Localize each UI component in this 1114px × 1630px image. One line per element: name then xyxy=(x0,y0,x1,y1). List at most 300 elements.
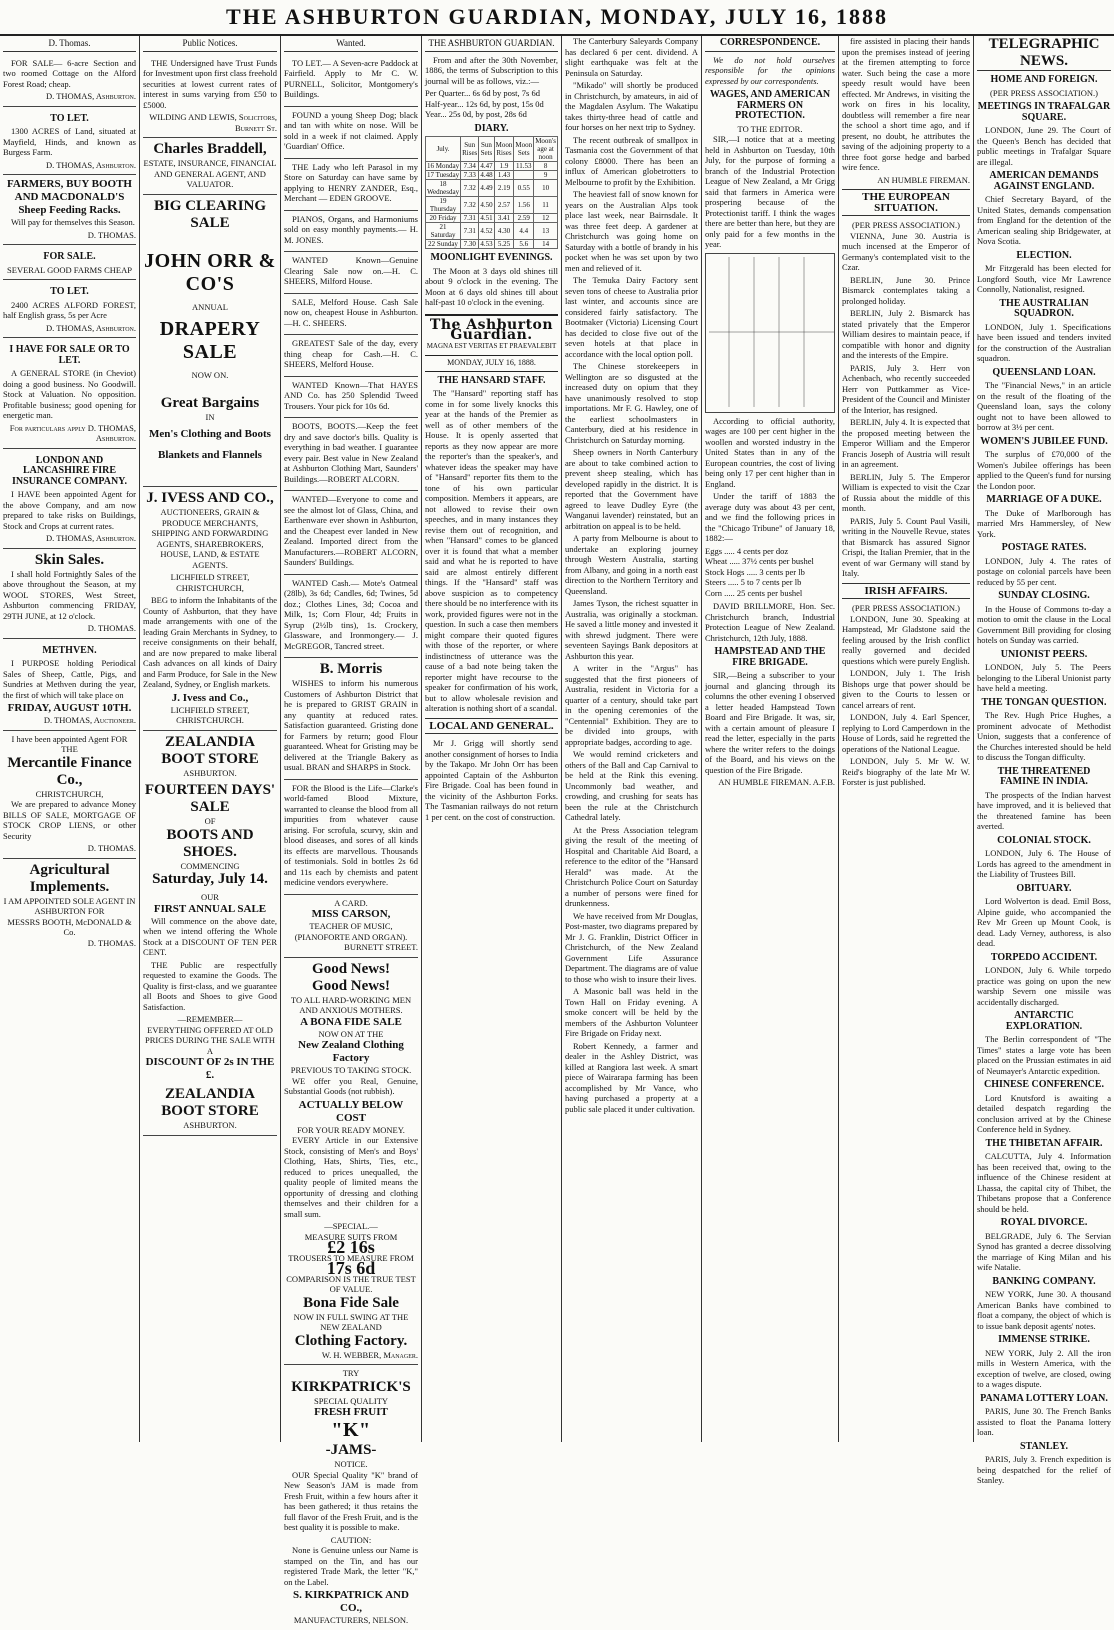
news-para: The recent outbreak of smallpox in Tasmania cost the Government of that colony £8000. There has been an influx of American globetrotters to Melbourne to profit by the Exhibition. xyxy=(565,134,698,187)
telegram-title: ANTARCTIC EXPLORATION. xyxy=(1005,1010,1083,1032)
sale-text: Will commence on the above date, when we intend offering the Whole Stock at a DISCOUNT OF TEN PER CENT. xyxy=(143,915,277,957)
diary-cell: 7.33 xyxy=(461,171,479,180)
home-foreign: HOME AND FOREIGN. xyxy=(990,74,1098,85)
diary-cell: 10 xyxy=(534,180,558,197)
nz-clothing-factory: New Zealand Clothing Factory xyxy=(298,1039,404,1064)
local-text: Mr J. Grigg will shortly send another consignment of horses to India by the Takapo. Mr John Orr has been appointed Captain of the Ashburton Fire Brigade. Coal has been found in the vicinity of the Ashburton Forks. The Tasmanian railways do not return 1 per cent. on the cost of construction. xyxy=(425,738,558,822)
wanted-ad xyxy=(284,252,418,294)
ad-zealandia-boot-store xyxy=(143,731,277,1136)
our: OUR xyxy=(201,892,219,902)
diary-title: DIARY. xyxy=(474,122,509,134)
caution: CAUTION: xyxy=(330,1534,372,1545)
price-value: 25 cents per bushel xyxy=(736,587,803,598)
special: —SPECIAL.— xyxy=(324,1221,378,1231)
carson-name: MISS CARSON, xyxy=(311,908,391,920)
european-head: THE EUROPEAN SITUATION. xyxy=(842,189,970,216)
telegram-text: The surplus of £70,000 of the Women's Jubilee offerings has been applied to the Queen's fund for nursing the London poor. xyxy=(977,449,1111,491)
diary-row xyxy=(426,240,558,249)
price-suits: £2 16s xyxy=(327,1237,375,1257)
telegram-text: The "Financial News," in an article on the result of the floating of the Queensland loan, says the colony ought not to have been allowed to borrow at 3½ per cent. xyxy=(977,380,1111,432)
diary-cell: 4.48 xyxy=(480,171,493,179)
ivess-addr: LICHFIELD STREET, CHRISTCHURCH, xyxy=(170,572,250,593)
now-in: NOW IN FULL SWING AT THE NEW ZEALAND xyxy=(293,1311,409,1332)
hardworking: TO ALL HARD-WORKING MEN AND ANXIOUS MOTHERS. xyxy=(290,994,412,1015)
telegram-text: LONDON, July 1. Specifications have been issued and tenders invited for the construction of the Australian squadron. xyxy=(977,321,1111,363)
bona-fide-2: Bona Fide Sale xyxy=(303,1294,399,1311)
for-ready: FOR YOUR READY MONEY. xyxy=(297,1124,405,1135)
diary-cell: 4.51 xyxy=(480,214,493,222)
news-para: The Canterbury Saleyards Company has declared 6 per cent. dividend. A slight earthquake was felt at the Peninsula on Saturday. xyxy=(565,36,698,78)
actually-below-cost: ACTUALLY BELOW COST xyxy=(298,1098,404,1124)
telegram-title: SUNDAY CLOSING. xyxy=(998,590,1090,601)
diary-row xyxy=(426,171,558,180)
telegram-text: LONDON, July 5. The Peers belonging to the Liberal Unionist party have held a meeting. xyxy=(977,662,1111,693)
wages-table-box xyxy=(705,253,835,413)
price-item: Eggs xyxy=(705,545,722,556)
ad-title: Agricultural Implements. xyxy=(29,861,110,895)
column-3-head: Wanted. xyxy=(284,36,418,52)
ad-title: LONDON AND LANCASHIRE FIRE INSURANCE COMPANY. xyxy=(11,454,127,487)
diary-cell: 12 xyxy=(534,214,558,223)
diary-cell: 4.52 xyxy=(479,223,494,240)
telegram-title: UNIONIST PEERS. xyxy=(1000,648,1088,660)
ad-text: We are prepared to advance Money BILLS OF SALE, MORTGAGE OF STOCK CROP LIENS, or other Security xyxy=(3,799,136,841)
commencing: COMMENCING xyxy=(180,860,240,871)
great-bargains: Great Bargains xyxy=(160,394,260,411)
saturday: Saturday, July 14. xyxy=(152,871,268,887)
carson-addr: BURNETT STREET. xyxy=(344,942,418,952)
ad-text: WANTED Known—That HAYES AND Co. has 250 Splendid Tweed Trousers. Your pick for 10s 6d. xyxy=(284,379,418,411)
telegram-title: ELECTION. xyxy=(1016,249,1072,261)
morris-name: B. Morris xyxy=(319,661,383,677)
ad-2400-acres xyxy=(3,280,136,338)
blood-text: FOR the Blood is the Life—Clarke's world-famed Blood Mixture, warranted to cleanse the blood from all impurities from whatever cause arising. For scrofula, scurvy, skin and blood diseases, and sores of all kinds its effects are marvellous. Thousands of testimonials. Sold in bottles 2s 6d and 11s each by chemists and patent medicine vendors everywhere. xyxy=(284,782,418,887)
wanted-ad xyxy=(284,55,418,107)
letter-continued: fire assisted in placing their hands upon the premises instead of jeering at the firemen attempting to force water. Such being the case a more speedy result would have been effected. Mr Andrews, in visiting the work on fires in his locality, doubtless will remember a fire near the school a short time ago, and if present, no doubt, he attributes the saving of the adjoining property to a three foot gorse hedge and barbed wire fence. xyxy=(842,36,970,172)
telegram-title: CHINESE CONFERENCE. xyxy=(983,1079,1105,1090)
hansard-text: The "Hansard" reporting staff has come in for some lively knocks this year at the hands of the Premier as well as of other members of the House. It is openly asserted that reports as they now appear are more the reporter's than the speaker's, and whatever ideas the speaker may have of "Hansard" reporter fits them to the tone of his own particular composition. Members it appears, are not allowed to revise their own speeches, and in many instances they revise them out of recognition, and when "Hansard" comes to be glanced over it is found that what a member said and what he is reported to have said are almost entirely different things. If the "Hansard" staff was above suspicion as to competency there should be no interference with its work, provided figures were not in the question. In such a case then members might compare their quoted figures with those of the reporter, or where indistinctness of utterance was the cause of a bad note being taken the reporter might have recourse to the speaker for confirmation of his work, but to allow wholesale revision and alteration is nothing short of a scandal. xyxy=(425,388,558,713)
ad-text: ESTATE, INSURANCE, FINANCIAL AND GENERAL AGENT, AND VALUATOR. xyxy=(143,158,277,189)
news-para: The heaviest fall of snow known for years on the Australian Alps took place last week, near Bairnsdale. It was three feet deep. A gardener at Christchurch was going home on Saturday with a bottle of brandy in his pocket when he was set upon by two men and relieved of it. xyxy=(565,189,698,273)
mens-clothing: Men's Clothing and Boots xyxy=(149,428,271,440)
disclaimer: We do not hold ourselves responsible for the opinions expressed by our correspondents. xyxy=(705,54,835,86)
irish-sub: (PER PRESS ASSOCIATION.) xyxy=(852,603,960,613)
ivess-name: J. IVESS AND CO., xyxy=(146,490,274,506)
telegram-title: QUEENSLAND LOAN. xyxy=(992,366,1096,378)
diary-row xyxy=(426,180,558,197)
telegram-text: LONDON, June 29. The Court of the Queen's Bench has decided that public meetings in Trafalgar Square are illegal. xyxy=(977,125,1111,167)
ad-skin-sales xyxy=(3,549,136,639)
diary-cell: 2.59 xyxy=(514,214,534,223)
irish-item: LONDON, July 5. Mr W. W. Reid's biography of the late Mr W. Forster is just published. xyxy=(842,756,970,787)
rate-line: Year... 25s 0d, by post, 28s 6d xyxy=(425,109,527,119)
diary-cell: 9 xyxy=(534,171,558,180)
first-annual-sale: FIRST ANNUAL SALE xyxy=(153,902,267,915)
column-5 xyxy=(562,36,702,1442)
ivess-name-2: J. Ivess and Co., xyxy=(171,691,249,704)
motto: MAGNA EST VERITAS ET PRAEVALEBIT xyxy=(426,341,557,350)
ad-kirkpatrick xyxy=(284,1365,418,1630)
diary-cell: 1.43 xyxy=(494,171,514,180)
telegram-text: LONDON, July 6. While torpedo practice was going on upon the new warship Severn one missile was accidentally discharged. xyxy=(977,965,1111,1007)
irish-item: LONDON, June 30. Speaking at Hampstead, Mr Gladstone said the feeling aroused by the Irish conflict really governed and decided questions which were purely English. xyxy=(842,613,970,666)
clothing-factory: Clothing Factory. xyxy=(294,1332,408,1349)
columns xyxy=(0,36,1114,1625)
diary-row xyxy=(426,223,558,240)
ad-sig: D. THOMAS, Auctioneer. xyxy=(43,715,136,725)
special-quality: SPECIAL QUALITY xyxy=(313,1395,389,1406)
ad-name: Charles Braddell, xyxy=(153,141,267,157)
rate-line: Per Quarter... 6s 6d by post, 7s 6d xyxy=(425,88,540,98)
bona-fide: A BONA FIDE SALE xyxy=(300,1015,402,1028)
zealandia: ZEALANDIA xyxy=(164,733,255,750)
column-2-head: Public Notices. xyxy=(143,36,277,52)
ad-text: I HAVE been appointed Agent for the above Company, and am now prepared to take risks on Buildings, Stock and Crops at current rates. xyxy=(3,489,136,531)
euro-item: PARIS, July 3. Herr von Achenbach, who recently succeeded Herr von Puttkammer as Vice-President of the Council and Minister of the Interior, has resigned. xyxy=(842,362,970,415)
european-sub: (PER PRESS ASSOCIATION.) xyxy=(852,220,960,230)
ad-trust-funds xyxy=(143,55,277,139)
ad-general-store xyxy=(3,338,136,449)
price-line: Stock Hogs ..... 3 cents per lb xyxy=(705,566,805,577)
wanted-ad xyxy=(284,418,418,491)
wages-head: WAGES, AND AMERICAN FARMERS ON PROTECTION. xyxy=(709,89,831,121)
telegram-title: PANAMA LOTTERY LOAN. xyxy=(980,1392,1108,1404)
ad-text: A GENERAL STORE (in Cheviot) doing a good business. No Goodwill. Stock at Valuation. No opposition. Profitable business; good opening for energetic man. xyxy=(3,368,136,420)
telegram-title: TORPEDO ACCIDENT. xyxy=(990,951,1098,963)
diary-header-cell: Sun Sets xyxy=(479,137,494,162)
telegram-text: In the House of Commons to-day a motion to omit the clause in the Local Government Bill providing for closing hotels on Sunday was carried. xyxy=(977,603,1111,645)
ad-text: SEVERAL GOOD FARMS CHEAP xyxy=(7,264,132,275)
k-brand: "K" xyxy=(331,1419,371,1441)
skirkpatrick: S. KIRKPATRICK AND CO., xyxy=(292,1589,410,1614)
wanted-ad xyxy=(284,491,418,575)
diary-header-cell: July. xyxy=(426,137,461,162)
ad-sig: D. THOMAS. xyxy=(87,937,136,948)
of: OF xyxy=(204,816,216,826)
ad-text: I AM APPOINTED SOLE AGENT IN ASHBURTON FOR xyxy=(3,895,136,916)
ad-blood-mixture xyxy=(284,780,418,895)
zealandia-2: ZEALANDIA xyxy=(164,1086,255,1102)
telegram-text: BELGRADE, July 6. The Servian Synod has granted a decree dissolving the marriage of King Milan and his wife Natalie. xyxy=(977,1230,1111,1272)
diary-cell: 7.31 xyxy=(461,214,479,223)
telegram-text: Lord Wolverton is dead. Emil Boss, Alpine guide, who accompanied the Rev Mr Green up Mount Cook, is dead. Lady Verney, authoress, is also dead. xyxy=(977,896,1111,948)
column-4 xyxy=(422,36,562,1442)
diary-header-cell: Moon's age at noon xyxy=(535,137,556,161)
subscription-head: THE ASHBURTON GUARDIAN. xyxy=(425,36,558,52)
wages-text: SIR,—I notice that at a meeting held in Ashburton on Tuesday, 10th July, for the purpose of forming a branch of the Industrial Protection League of New Zealand, a Mr Grigg said that farmers in America were prospering because of the Protectionist tariff. I think the wages there are better than here, but they are only paid for a few months in the year. xyxy=(705,134,835,249)
diary-cell: 7.32 xyxy=(461,180,479,197)
diary-cell: 4.47 xyxy=(480,162,493,170)
wanted-ad xyxy=(284,159,418,211)
news-para: The Chinese storekeepers in Wellington are so disgusted at the increased duty on opium that they have unanimously resolved to stop importations. Mr F. G. Hawley, one of the earliest schoolmasters in Canterbury, died at his residence in Christchurch on Saturday morning. xyxy=(565,361,698,445)
wanted-ad xyxy=(284,107,418,159)
now-at: NOW ON AT THE xyxy=(318,1028,384,1039)
rate-line: Half-year... 12s 6d, by post, 15s 0d xyxy=(425,98,544,109)
price-item: Steers xyxy=(705,577,726,587)
ad-title: TO LET. xyxy=(50,112,89,124)
telegram-title: THE AUSTRALIAN SQUADRON. xyxy=(999,297,1089,319)
telegram-title: MEETINGS IN TRAFALGAR SQUARE. xyxy=(977,101,1111,123)
ad-text: BOOTS, BOOTS.—Keep the feet dry and save doctor's bills. Quality is everything in bad weather. I guarantee every pair. Best value in New Zealand at Ashburton Clothing Mart, Saunders' Buildings.—ROBERT ALCORN. xyxy=(284,421,418,484)
diary-cell: 13 xyxy=(534,223,558,240)
diary-cell: 2.57 xyxy=(494,197,514,214)
diary-cell: 17 Tuesday xyxy=(427,171,460,179)
measure-suits: MEASURE SUITS FROM xyxy=(304,1231,398,1242)
ad-sig: WILDING AND LEWIS, Solicitors, Burnett St. xyxy=(149,112,277,133)
telegram-text: The Rev. Hugh Price Hughes, a prominent advocate of Methodist Union, suggests that a conference of the Churches interested should be held to discuss the Tongan difficulty. xyxy=(977,710,1111,762)
trousers: TROUSERS TO MEASURE FROM xyxy=(288,1252,414,1263)
diary-cell: 7.32 xyxy=(461,197,479,214)
ad-sig: D. THOMAS. xyxy=(87,843,136,853)
boots-and-shoes: BOOTS AND SHOES. xyxy=(166,826,254,860)
ad-sig: D. THOMAS. xyxy=(87,229,136,240)
ad-sig: D. THOMAS. xyxy=(87,623,136,633)
ad-agricultural-implements xyxy=(3,859,136,953)
price-line: Wheat ..... 37½ cents per bushel xyxy=(705,556,814,566)
ad-text: FOUND a young Sheep Dog; black and tan with white on nose. Will be sold in a week if not claimed. Apply 'Guardian' Office. xyxy=(284,109,418,151)
irish-head: IRISH AFFAIRS. xyxy=(842,583,970,600)
ad-text: THE Undersigned have Trust Funds for Investment upon first class freehold securities at lowest current rates of interest in sums varying from £50 to £5000. xyxy=(143,57,277,110)
kirkpatrick: KIRKPATRICK'S xyxy=(291,1378,411,1395)
news-para: "Mikado" will shortly be produced in Christchurch, by amateurs, in aid of the Magdalen Asylum. The Wakatipu takes thirty-three head of cattle and four horses on her next trip to Sydney. xyxy=(565,80,698,132)
price-value: 37½ cents per bushel xyxy=(742,556,814,566)
good-news-2: Good News! xyxy=(312,977,390,994)
wanted-ad xyxy=(284,377,418,419)
webber: W. H. WEBBER, Manager. xyxy=(321,1349,418,1360)
newspaper-title: THE ASHBURTON GUARDIAN, MONDAY, JULY 16, 1888 xyxy=(226,4,888,29)
irish-item: LONDON, July 4. Earl Spencer, replying to Lord Camperdown in the House of Lords, said he regretted the operations of the National League. xyxy=(842,712,970,754)
notice-text: OUR Special Quality "K" brand of New Season's JAM is made from Fresh Fruit, within a few hours after it has been gathered; it thus retains the full flavor of the Fresh Fruit, and is the best quality it is possible to make. xyxy=(284,1469,418,1532)
wanted-ad xyxy=(284,211,418,253)
ad-clothing-factory xyxy=(284,958,418,1366)
ad-sig: D. THOMAS, Ashburton. xyxy=(45,159,136,170)
masthead xyxy=(0,0,1114,36)
card: A CARD. xyxy=(334,897,368,908)
telegram-text: Mr Fitzgerald has been elected for Longford South, vice Mr Lawrence Connolly, Nationalist, resigned. xyxy=(977,263,1111,294)
diary-cell: 1.56 xyxy=(514,197,534,214)
news-para: The Temuka Dairy Factory sent seven tons of cheese to Australia prior last winter, and accounts since are considered fairly satisfactory. The Bootmaker (Victoria) Licensing Court has decided to close five out of the seven hotels at that place in accordance with the local option poll. xyxy=(565,275,698,359)
ad-text: TO LET.— A Seven-acre Paddock at Fairfield. Apply to Mr C. W. PURNELL, Solicitor, Montgomery's Buildings. xyxy=(284,57,418,99)
news-para: A party from Melbourne is about to undertake an exploring journey through Western Australia, starting from Albany, and going in a north east direction to the Northern Territory and Queensland. xyxy=(565,533,698,596)
ad-6-acre-section xyxy=(3,55,136,107)
diary-cell: 2.19 xyxy=(494,180,514,197)
diary-cell: 4.53 xyxy=(480,240,493,248)
diary-header-row xyxy=(426,137,558,162)
ad-title: I have been appointed Agent FOR THE xyxy=(11,733,128,754)
telegram-text: NEW YORK, June 30. A thousand American Banks have combined to float a company, the object of which is to issue bank deposit agents' notes. xyxy=(977,1289,1111,1331)
now-on: NOW ON. xyxy=(191,370,229,380)
news-para: We would remind cricketers and others of the Ball and Cap Carnival to be held at the Rink this evening. Uncommonly bad weather, and crowding, and crushing for seats has been the rule at the Christchurch Cathedral lately. xyxy=(565,749,698,822)
diary-row xyxy=(426,214,558,223)
diary-cell: 7.31 xyxy=(461,223,479,240)
john-orr: JOHN ORR & CO'S xyxy=(144,249,276,295)
telegram-title: ROYAL DIVORCE. xyxy=(1000,1217,1088,1228)
ad-mercantile-finance xyxy=(3,731,136,859)
diary-cell xyxy=(514,171,534,180)
diary-cell: 16 Monday xyxy=(427,162,460,170)
subscription-text: From and after the 30th November, 1886, the terms of Subscription to this journal will be as follows, viz.:— xyxy=(425,54,558,86)
telegram-text: The prospects of the Indian harvest have improved, and it is believed that the threatened famine has been averted. xyxy=(977,789,1111,831)
diary-header-cell: Moon Sets xyxy=(514,137,534,162)
ad-john-orr xyxy=(143,195,277,488)
telegram-text: Lord Knutsford is awaiting a detailed despatch regarding the conclusion arrived at by the Chinese Conference held in Sydney. xyxy=(977,1092,1111,1134)
price-line: Eggs ..... 4 cents per doz xyxy=(705,545,789,556)
diary-cell: 4.49 xyxy=(479,180,494,197)
ad-sig: D. THOMAS, Ashburton. xyxy=(45,91,136,101)
price-line: Corn ..... 25 cents per bushel xyxy=(705,587,803,598)
hampstead-head: HAMPSTEAD AND THE FIRE BRIGADE. xyxy=(714,646,826,668)
tariff-text: Under the tariff of 1883 the average duty was about 43 per cent, and we find the following prices in the "Chicago Tribune" of January 18, 1882:— xyxy=(705,491,835,543)
telegram-title: BANKING COMPANY. xyxy=(992,1275,1096,1287)
guardian-title: The Ashburton Guardian. xyxy=(429,316,554,343)
euro-item: BERLIN, July 5. The Emperor William is expected to visit the Czar of Russia about the middle of this month. xyxy=(842,471,970,513)
news-para: A writer in the "Argus" has suggested that the first pioneers of Australia, resident in Victoria for a quarter of a century, should take part in the opening ceremonies of the "Centennial" Exhibition. They are to be divided into groups, with appropriate badges, according to age. xyxy=(565,663,698,747)
euro-item: PARIS, July 5. Count Paul Vasili, writing in the Nouvelle Revue, states that Bismarck has assured Signor Crispi, the Italian Premier, that in the event of war Germany will stand by Italy. xyxy=(842,515,970,578)
price-value: 5 to 7 cents per lb xyxy=(740,577,802,587)
ivess-addr-2: LICHFIELD STREET, CHRISTCHURCH. xyxy=(170,704,250,725)
telegram-text: PARIS, June 30. The French Banks assisted to float the Panama lottery loan. xyxy=(977,1406,1111,1437)
diary-header-cell: Moon Rises xyxy=(494,137,514,162)
price-trousers: 17s 6d xyxy=(326,1258,376,1278)
press-assoc: (PER PRESS ASSOCIATION.) xyxy=(990,87,1098,98)
ad-text: SALE, Melford House. Cash Sale now on, cheapest House in Ashburton.—H. C. SHEERS. xyxy=(284,296,418,328)
diary-cell: 0.55 xyxy=(514,180,534,197)
telegram-text: CALCUTTA, July 4. Information has been received that, owing to the influence of the Chinese resident at Lhassa, the capital city of Thibet, the Thibetans propose that a Conference should be held. xyxy=(977,1151,1111,1214)
telegram-text: The Berlin correspondent of "The Times" states a large vote has been placed on the Prussian estimates in aid of Neumayer's Antarctic expedition. xyxy=(977,1034,1111,1076)
moonlight-head: MOONLIGHT EVENINGS. xyxy=(430,252,553,263)
price-line: Steers ..... 5 to 7 cents per lb xyxy=(705,577,802,587)
ad-title: METHVEN. xyxy=(42,644,97,656)
telegram-title: IMMENSE STRIKE. xyxy=(998,1334,1090,1345)
telegram-title: STANLEY. xyxy=(1019,1440,1069,1452)
ad-sig: D. THOMAS, Ashburton. xyxy=(45,533,136,543)
ad-fire-insurance xyxy=(3,449,136,549)
diary-cell: 4.50 xyxy=(479,197,494,214)
ad-text: MESSRS BOOTH, McDONALD & Co. xyxy=(7,916,132,937)
ad-company: Mercantile Finance Co., xyxy=(7,754,132,788)
telegram-text: LONDON, July 6. The House of Lords has agreed to the amendment in the Liability of Trustees Bill. xyxy=(977,848,1111,879)
telegram-title: COLONIAL STOCK. xyxy=(997,834,1091,846)
wanted-ad xyxy=(284,575,418,659)
we-offer: WE offer you Real, Genuine, Substantial Goods (not rubbish). xyxy=(284,1075,418,1096)
in: IN xyxy=(205,411,215,422)
ivess-text: BEG to inform the Inhabitants of the County of Ashburton, that they have made arrangements with one of the leading Grain Merchants in Sydney, to receive consignments on their behalf, and are now prepared to make liberal Cash advances on all kinds of Dairy and Farm Produce, for Sale in the New Zealand, Sydney, or English markets. xyxy=(143,595,277,689)
ad-b-morris xyxy=(284,658,418,780)
telegram-title: THE THIBETAN AFFAIR. xyxy=(985,1137,1103,1149)
morris-text: WISHES to inform his numerous Customers of Ashburton District that he is prepared to GRIST GRAIN in any quantity at reduced rates. Satisfaction guaranteed. Gristing done for Farmers by return; good Flour guaranteed. Wheat for Gristing may be delivered at the Triangle Bakery as usual. BRAN and SHARPS in Stock. xyxy=(284,678,418,772)
ad-text: 1300 ACRES of Land, situated at Mayfield, Hinds, and known as Burgess Farm. xyxy=(3,126,136,157)
diary-cell: 8 xyxy=(534,162,558,171)
annual: ANNUAL xyxy=(192,301,228,312)
ashburton: ASHBURTON. xyxy=(183,767,237,778)
ivess-sub: AUCTIONEERS, GRAIN & PRODUCE MERCHANTS, SHIPPING AND FORWARDING AGENTS, SHAREBROKERS, HOUSE, LAND, & ESTATE AGENTS. xyxy=(151,507,269,570)
telegram-title: MARRIAGE OF A DUKE. xyxy=(986,494,1102,505)
diary-cell: 5.25 xyxy=(494,240,514,249)
ad-text: WANTED Cash.— Mote's Oatmeal (28lb), 3s 6d; Candles, 6d; Twines, 5d doz.; Clothes Lines, 3d; Cocoa and Milk, 1s; Corn Flour, 4d; Fruits in Syrup (2½lb tins), 1s. Crockery, Glassware, and Ironmongery.— J. McGREGOR, Tancred street. xyxy=(284,577,418,651)
ad-text: Will pay for themselves this Season. xyxy=(11,217,135,227)
telegram-title: POSTAGE RATES. xyxy=(1001,542,1087,553)
ad-city: CHRISTCHURCH, xyxy=(35,788,104,799)
ad-sig: For particulars apply D. THOMAS, Ashburton. xyxy=(9,422,136,443)
fresh-fruit: FRESH FRUIT xyxy=(314,1406,388,1418)
diary-cell: 20 Friday xyxy=(426,214,461,223)
ad-text: I PURPOSE holding Periodical Sales of Sheep, Cattle, Pigs, and Sundries at Methven during the year, the first of which will take place on xyxy=(3,658,136,700)
diary-cell: 3.41 xyxy=(494,214,514,223)
ad-sheep-racks xyxy=(3,175,136,245)
telegram-title: WOMEN'S JUBILEE FUND. xyxy=(980,435,1108,447)
every-article: EVERY Article in our Extensive Stock, consisting of Men's and Boys' Clothing, Hats, Shirts, Ties, etc., reduced to prices unequalled, the quality people of limited means the opportunity of dressing and clothing themselves and their children for a small sum. xyxy=(284,1135,418,1219)
diary-cell: 19 Thursday xyxy=(426,197,461,214)
carson-sub: TEACHER OF MUSIC, (PIANOFORTE AND ORGAN). xyxy=(294,921,408,942)
remember: —REMEMBER— xyxy=(177,1014,243,1024)
ad-title: FOR SALE. xyxy=(43,251,96,262)
diary-cell: 5.6 xyxy=(514,240,534,249)
diary-cell: 14 xyxy=(534,240,558,249)
news-para: James Tyson, the richest squatter in Australia, was originally a stockman. He saved a little money and invested it with shrewd judgment. There were seventeen Sayings Bank depositors at Ashburton this year. xyxy=(565,598,698,661)
moon-text: The Moon at 3 days old shines till about 9 o'clock in the evening. The Moon at 6 days old shines till about half-past 10 o'clock in the evening. xyxy=(425,265,558,307)
local-head: LOCAL AND GENERAL. xyxy=(425,718,558,735)
ashburton-2: ASHBURTON. xyxy=(183,1120,237,1130)
news-para: At the Press Association telegram giving the result of the meeting of Hospital and Charitable Aid Board, a reference to the editor of the "Hansard Herald" was made. At the Christchurch Police Court on Saturday a number of persons were fined for drunkenness. xyxy=(565,824,698,908)
discount: DISCOUNT OF 2s IN THE £. xyxy=(145,1056,275,1081)
previous: PREVIOUS TO TAKING STOCK. xyxy=(290,1065,412,1075)
drapery-sale: DRAPERY SALE xyxy=(159,318,261,363)
fourteen-days: FOURTEEN DAYS' SALE xyxy=(144,782,276,815)
wanted-ad xyxy=(284,335,418,377)
irish-item: LONDON, July 1. The Irish Bishops urge that power should be given to the Courts to lessen or cancel arrears of rent. xyxy=(842,668,970,710)
diary-cell: 22 Sunday xyxy=(426,240,461,249)
telegram-text: NEW YORK, July 2. All the iron mills in Western America, with the exception of twelve, are closed, owing to a wages dispute. xyxy=(977,1347,1111,1389)
correspondence-head: CORRESPONDENCE. xyxy=(705,36,835,52)
letter-sig: DAVID BRILLMORE, Hon. Sec. Christchurch branch, Industrial Protection League of New Zealand. Christchurch, 12th July, 1888. xyxy=(705,601,835,643)
telegram-title: OBITUARY. xyxy=(1016,882,1072,894)
telegraphic-items xyxy=(977,102,1111,1486)
euro-item: BERLIN, June 30. Prince Bismarck contemplates taking a prolonged holiday. xyxy=(842,274,970,306)
ad-title: I HAVE FOR SALE OR TO LET. xyxy=(9,344,130,366)
telegram-title: THE THREATENED FAMINE IN INDIA. xyxy=(997,765,1091,787)
diary-header-cell: Sun Rises xyxy=(461,137,479,162)
ad-braddell xyxy=(143,138,277,195)
news-para: Sheep owners in North Canterbury are about to take combined action to prevent sheep stealing, which has developed rapidly in the district. It is reported that the Government have agreed to leave Dudley Eyre (the Wanganui lavender) reinstated, but an arbitration on appeal is to be held. xyxy=(565,447,698,531)
price-value: 4 cents per doz xyxy=(736,545,789,556)
ad-methven xyxy=(3,639,136,731)
ad-text: WANTED Known—Genuine Clearing Sale now on.—H. C. SHEERS, Milford House. xyxy=(284,255,418,286)
column-7 xyxy=(839,36,974,1442)
jams: -JAMS- xyxy=(325,1442,377,1458)
news-para: A Masonic ball was held in the Town Hall on Friday evening. A smoke concert will be held by the members of the Ashburton Volunteer Fire Brigade on Friday next. xyxy=(565,986,698,1038)
diary-cell: 18 Wednesday xyxy=(427,180,460,196)
wanted-ad xyxy=(284,294,418,336)
hampstead-text: SIR,—Being a subscriber to your journal and glancing through its columns the other evening I observed a letter headed Hampstead Town Board and Fire Brigade. It was, sir, with a certain amount of pleasure I read the letter, especially in the parts where the writer refers to the doings of the Board, and his views on the question of the Fire Brigade. xyxy=(705,670,835,775)
ad-text: I shall hold Fortnightly Sales of the above throughout the Season, at my WOOL STORES, West Street, Ashburton commencing FRIDAY, 29TH JUNE, at 12 o'clock. xyxy=(3,568,136,621)
column-8 xyxy=(974,36,1114,1485)
caution-text: None is Genuine unless our Name is stamped on the Tin, and has our registered Trade Mark, the letter "K," on the Label. xyxy=(284,1545,418,1587)
ad-date: FRIDAY, AUGUST 10TH. xyxy=(7,702,132,714)
price-item: Wheat xyxy=(705,556,728,566)
diary-cell: 4.30 xyxy=(494,223,514,240)
telegram-text: LONDON, July 4. The rates of postage on colonial parcels have been reduced by 55 per cent. xyxy=(977,555,1111,587)
telegram-text: The Duke of Marlborough has married Mrs Hammersley, of New York. xyxy=(977,507,1111,539)
telegram-title: AMERICAN DEMANDS AGAINST ENGLAND. xyxy=(989,170,1099,192)
big-clearing-sale: BIG CLEARING SALE xyxy=(153,197,267,231)
diary-cell: 4.4 xyxy=(514,223,534,240)
to-editor: TO THE EDITOR. xyxy=(737,123,803,134)
ad-title: TO LET. xyxy=(50,286,89,297)
telegram-text: Chief Secretary Bayard, of the United States, demands compensation from England for the detention of the American sealing ship Bridgewater, at Nova Scotia. xyxy=(977,194,1111,246)
blankets: Blankets and Flannels xyxy=(158,449,262,461)
diary-row xyxy=(426,197,558,214)
comparison: COMPARISON IS THE TRUE TEST OF VALUE. xyxy=(286,1273,416,1294)
